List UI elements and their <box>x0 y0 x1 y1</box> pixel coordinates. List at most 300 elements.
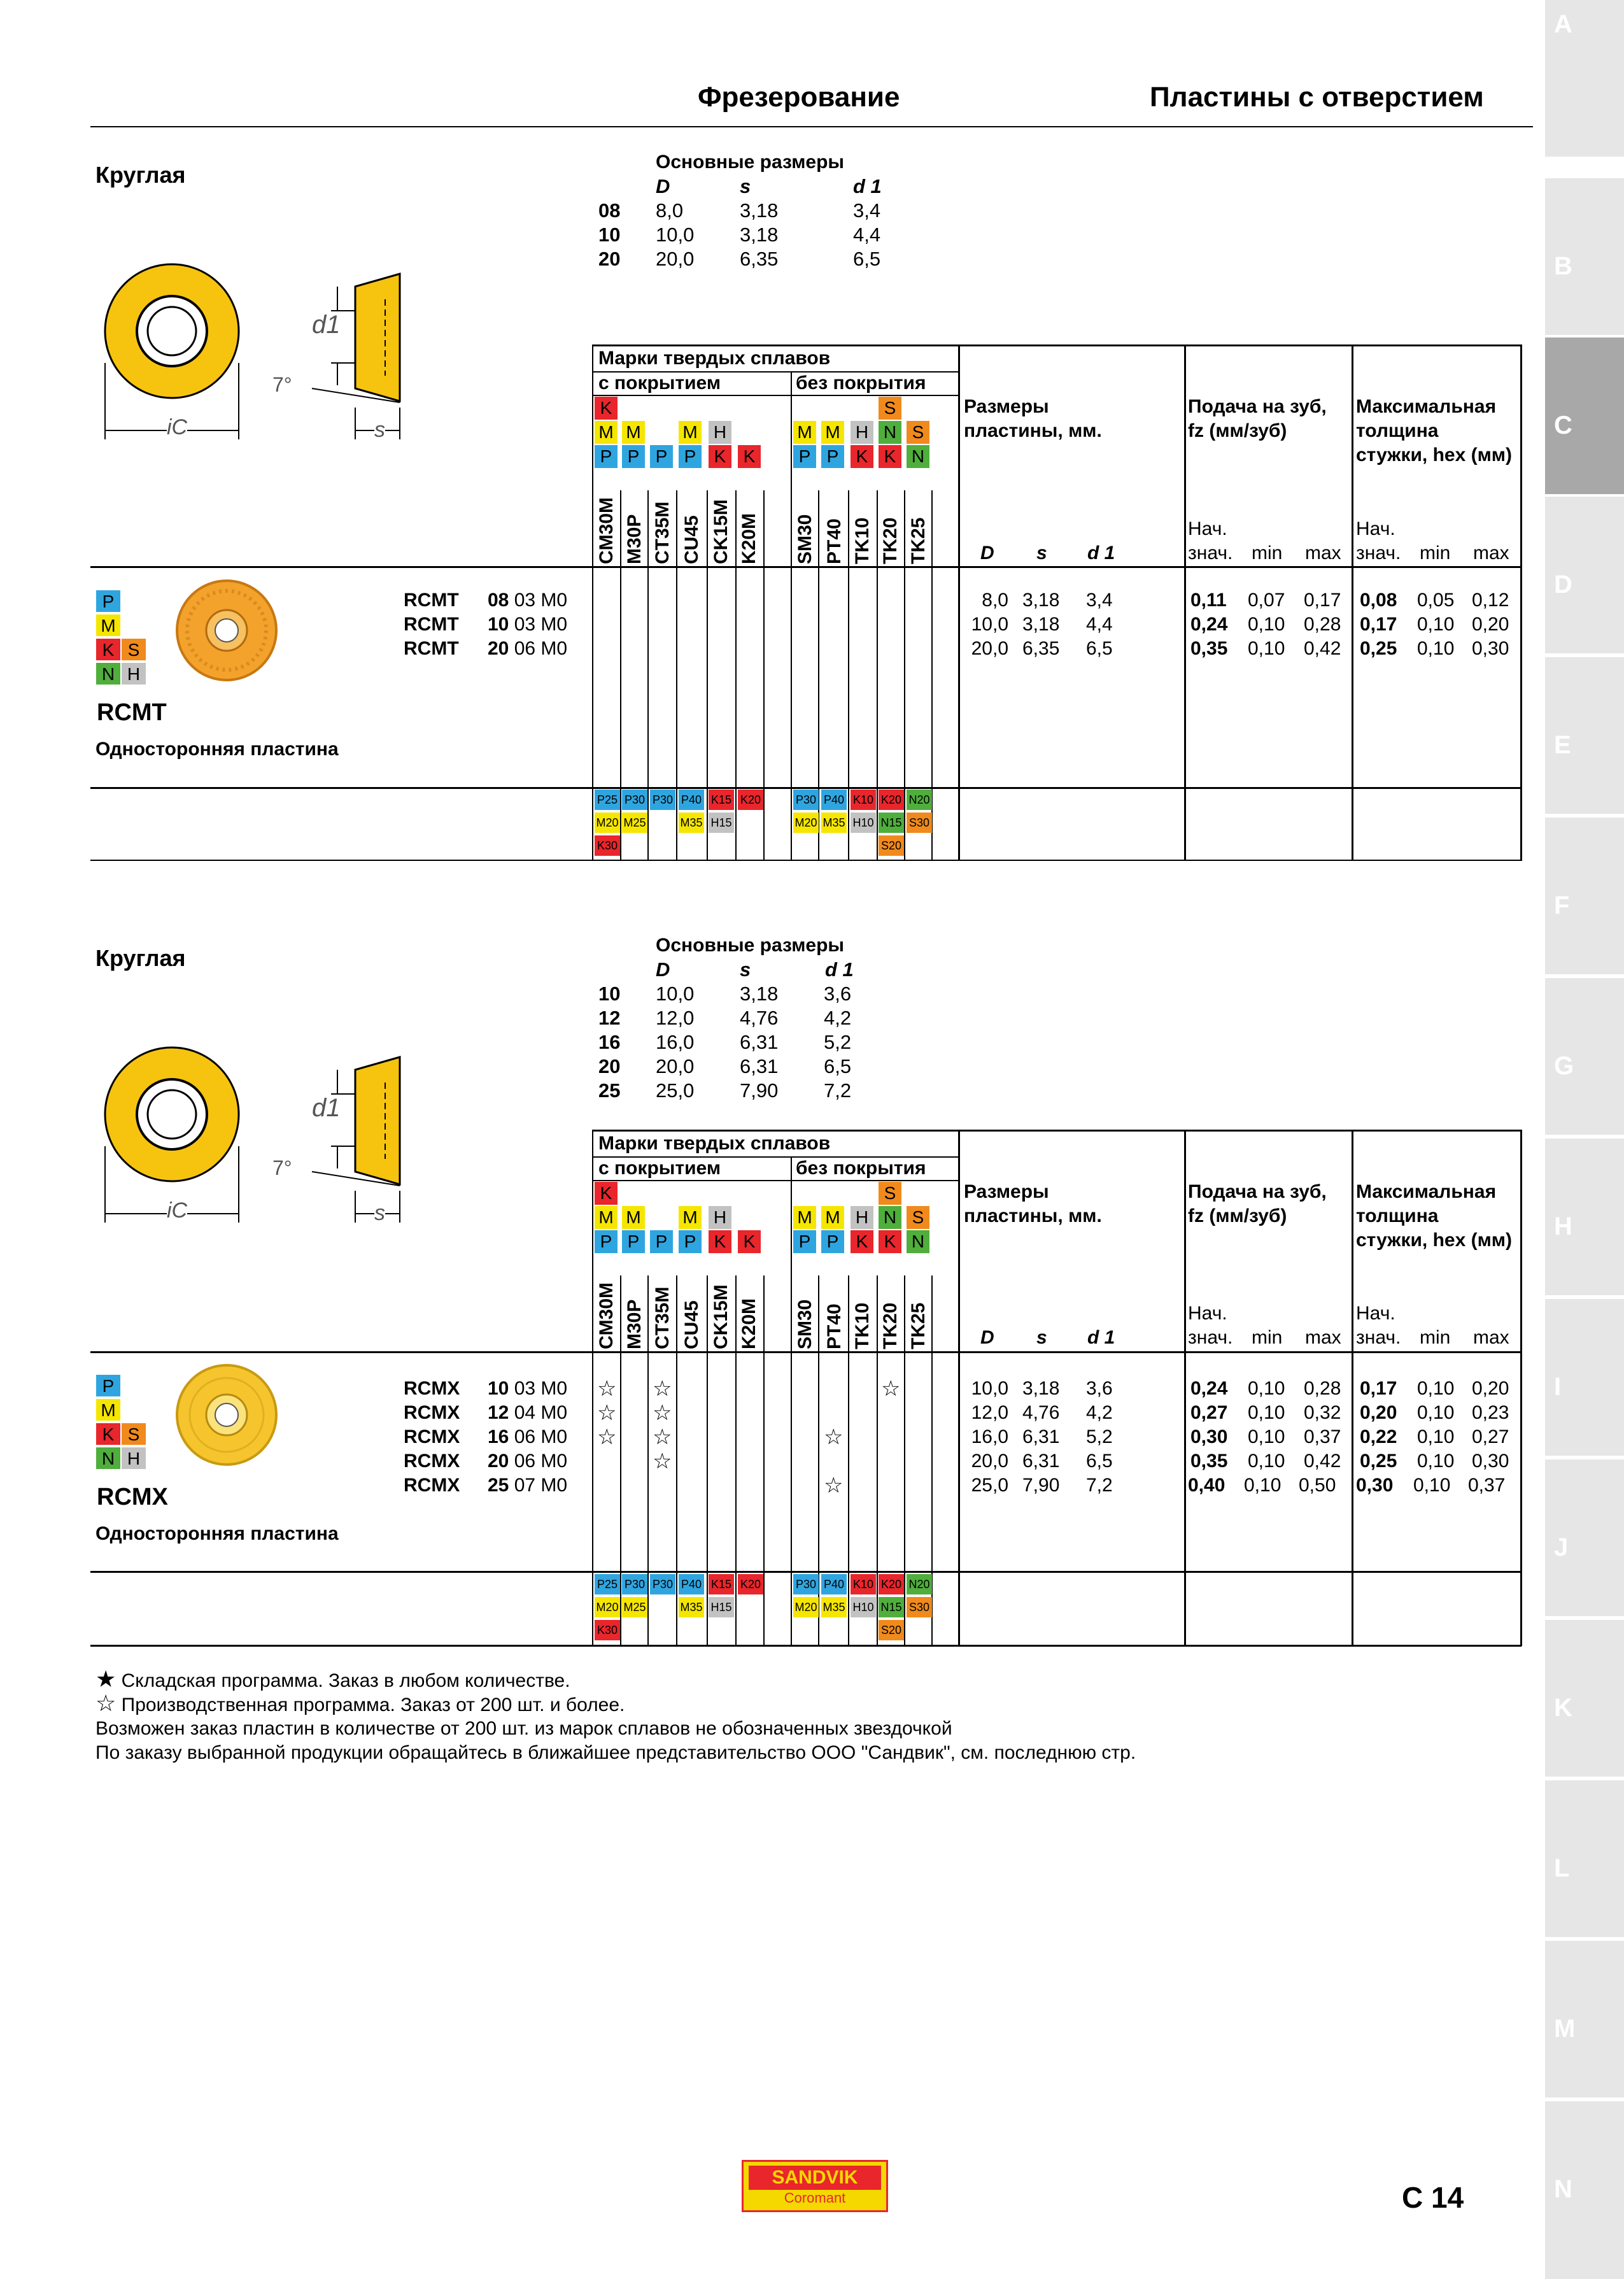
app-cell: P30 <box>793 1574 819 1594</box>
hex-start: 0,25 <box>1360 1451 1397 1472</box>
iso-m: M <box>622 1206 645 1229</box>
app-cell: K20 <box>879 790 904 810</box>
product-code[interactable]: RCMX <box>404 1426 460 1447</box>
col-s: s <box>1036 543 1047 564</box>
dims-d1: 6,5 <box>853 248 881 270</box>
tab-label: H <box>1554 1212 1572 1240</box>
col-d1: d 1 <box>1087 1327 1115 1348</box>
product-size: 20 <box>488 638 509 659</box>
iso-p: P <box>622 1230 645 1253</box>
table-rule <box>90 1645 1522 1647</box>
feed-start: 0,24 <box>1190 614 1228 635</box>
col-min: min <box>1252 1327 1283 1348</box>
insert-name: RCMX <box>97 1484 168 1510</box>
product-code[interactable]: RCMT <box>404 590 459 611</box>
app-cell: M25 <box>622 1597 647 1617</box>
product-suffix: 03 M0 <box>514 614 568 635</box>
grade-tk25: TK25 <box>908 517 929 564</box>
star-production-icon: ☆ <box>95 1690 117 1716</box>
dims-head-d1: d 1 <box>853 175 882 197</box>
feed-start: 0,35 <box>1190 1451 1228 1472</box>
iso-n: N <box>95 1447 121 1470</box>
table-rule <box>90 1571 1522 1573</box>
grade-ct35m: CT35M <box>652 1286 673 1349</box>
product-suffix: 03 M0 <box>514 590 568 611</box>
size-s: 3,18 <box>1022 590 1060 611</box>
sizes-header: Размеры пластины, мм. <box>964 396 1102 441</box>
feed-min: 0,07 <box>1248 590 1285 611</box>
size-d1: 3,4 <box>1086 590 1113 611</box>
iso-k: K <box>709 1230 731 1253</box>
tab-c[interactable] <box>1545 337 1624 494</box>
table-rule <box>791 1156 792 1646</box>
app-cell: P30 <box>622 790 647 810</box>
uncoated-label: без покрытия <box>796 1158 926 1179</box>
table-rule <box>592 344 593 861</box>
iso-s: S <box>121 1423 146 1445</box>
iso-p: P <box>95 590 121 613</box>
star-production-icon: ☆ <box>881 1377 901 1401</box>
iso-m: M <box>95 1398 121 1421</box>
feed-start: 0,11 <box>1190 590 1227 611</box>
app-cell: P40 <box>679 790 704 810</box>
size-s: 6,31 <box>1022 1451 1060 1472</box>
sandvik-logo <box>742 2160 888 2212</box>
feed-max: 0,50 <box>1299 1475 1336 1496</box>
table-rule <box>90 860 1522 861</box>
dims-size: 16 <box>598 1031 621 1053</box>
product-suffix: 07 M0 <box>514 1475 568 1496</box>
app-cell: S20 <box>879 835 904 856</box>
col-d1: d 1 <box>1087 543 1115 564</box>
iso-p: P <box>650 445 673 468</box>
feed-min: 0,10 <box>1248 1378 1285 1399</box>
app-cell: P40 <box>679 1574 704 1594</box>
tab-m[interactable] <box>1545 1941 1624 2098</box>
app-cell: P30 <box>793 790 819 810</box>
product-suffix: 06 M0 <box>514 1451 568 1472</box>
product-code[interactable]: RCMX <box>404 1475 460 1496</box>
hex-start: 0,25 <box>1360 638 1397 659</box>
app-cell: M20 <box>793 1597 819 1617</box>
tab-b[interactable] <box>1545 178 1624 335</box>
tab-label: N <box>1554 2175 1572 2203</box>
grade-pt40: PT40 <box>824 518 845 564</box>
app-cell: M20 <box>793 813 819 833</box>
coated-label: с покрытием <box>598 1158 721 1179</box>
product-size: 25 <box>488 1475 509 1496</box>
tab-d[interactable] <box>1545 497 1624 653</box>
size-s: 3,18 <box>1022 614 1060 635</box>
table-rule <box>958 1130 960 1646</box>
tab-k[interactable] <box>1545 1620 1624 1777</box>
col-max: max <box>1305 1327 1341 1348</box>
tab-label: B <box>1554 252 1572 280</box>
legend-production <box>95 1691 625 1717</box>
hex-min: 0,10 <box>1417 1451 1455 1472</box>
dims-d1: 4,4 <box>853 224 881 246</box>
size-d: 20,0 <box>971 1451 1008 1472</box>
feed-start: 0,35 <box>1190 638 1228 659</box>
app-cell: P30 <box>650 790 675 810</box>
app-cell: K30 <box>595 835 620 856</box>
app-cell: H10 <box>851 813 876 833</box>
size-d: 20,0 <box>971 638 1008 659</box>
app-cell: P40 <box>821 790 847 810</box>
product-code[interactable]: RCMX <box>404 1402 460 1423</box>
star-production-icon: ☆ <box>597 1401 617 1425</box>
legend-note: Возможен заказ пластин в количестве от 200 шт. из марок сплавов не обозначенных звездочкой <box>95 1718 952 1739</box>
app-cell: K20 <box>879 1574 904 1594</box>
iso-s: S <box>907 421 929 444</box>
col-s: s <box>1036 1327 1047 1348</box>
grade-m30p: M30P <box>624 1299 645 1349</box>
grade-ct35m: CT35M <box>652 501 673 564</box>
grade-cu45: CU45 <box>681 515 702 564</box>
app-cell: N20 <box>907 1574 932 1594</box>
size-s: 6,35 <box>1022 638 1060 659</box>
product-suffix: 03 M0 <box>514 1378 568 1399</box>
header-rule <box>90 126 1533 127</box>
dims-size: 12 <box>598 1007 621 1029</box>
dims-d: 8,0 <box>656 199 684 222</box>
iso-k: K <box>851 1230 873 1253</box>
feed-max: 0,42 <box>1304 1451 1341 1472</box>
grade-cm30m: CM30M <box>596 1282 617 1349</box>
hex-min: 0,10 <box>1417 614 1455 635</box>
size-d1: 6,5 <box>1086 1451 1113 1472</box>
feed-min: 0,10 <box>1248 1402 1285 1423</box>
star-production-icon: ☆ <box>653 1425 672 1449</box>
table-rule <box>1520 344 1522 861</box>
app-cell: S30 <box>907 1597 932 1617</box>
star-production-icon: ☆ <box>653 1377 672 1401</box>
iso-p: P <box>821 445 844 468</box>
app-cell: P30 <box>650 1574 675 1594</box>
dims-d1: 7,2 <box>824 1079 852 1102</box>
iso-p: P <box>793 1230 816 1253</box>
star-production-icon: ☆ <box>653 1449 672 1473</box>
iso-h: H <box>851 1206 873 1229</box>
iso-p: P <box>595 445 618 468</box>
iso-k: K <box>709 445 731 468</box>
dims-size: 10 <box>598 224 621 246</box>
feed-min: 0,10 <box>1248 614 1285 635</box>
dims-d: 25,0 <box>656 1079 695 1102</box>
grade-cm30m: CM30M <box>596 497 617 564</box>
table-rule <box>958 344 960 861</box>
coated-label: с покрытием <box>598 373 721 394</box>
size-d: 16,0 <box>971 1426 1008 1447</box>
app-cell: P40 <box>821 1574 847 1594</box>
hex-min: 0,05 <box>1417 590 1455 611</box>
iso-k: K <box>879 1230 901 1253</box>
iso-h: H <box>709 421 731 444</box>
tab-label: E <box>1554 731 1571 759</box>
hex-max: 0,30 <box>1472 1451 1509 1472</box>
table-rule <box>707 490 708 861</box>
dims-size: 25 <box>598 1079 621 1102</box>
insert-name: RCMT <box>97 699 167 726</box>
grade-k20m: K20M <box>738 513 759 564</box>
feed-max: 0,28 <box>1304 1378 1341 1399</box>
app-cell: K15 <box>709 1574 734 1594</box>
table-rule <box>791 371 792 861</box>
app-cell: P30 <box>622 1574 647 1594</box>
shape-title: Круглая <box>95 945 186 971</box>
uncoated-label: без покрытия <box>796 373 926 394</box>
app-cell: K10 <box>851 790 876 810</box>
feed-min: 0,10 <box>1248 1426 1285 1447</box>
size-d1: 7,2 <box>1086 1475 1113 1496</box>
col-max: max <box>1305 543 1341 564</box>
dims-d: 16,0 <box>656 1031 695 1053</box>
ic-label: iC <box>167 415 188 439</box>
grade-sm30: SM30 <box>794 1299 816 1349</box>
iso-k: K <box>95 1423 121 1445</box>
dims-d1: 3,6 <box>824 983 852 1005</box>
grade-tk10: TK10 <box>852 517 873 564</box>
iso-p: P <box>679 445 702 468</box>
tab-label: F <box>1554 891 1570 919</box>
grade-ck15m: CK15M <box>710 499 731 564</box>
col-start: Нач. знач. <box>1188 1303 1233 1348</box>
iso-m: M <box>679 421 702 444</box>
app-cell: K15 <box>709 790 734 810</box>
iso-s: S <box>879 397 901 420</box>
product-size: 10 <box>488 1378 509 1399</box>
product-size: 16 <box>488 1426 509 1447</box>
feed-max: 0,37 <box>1304 1426 1341 1447</box>
app-cell: K30 <box>595 1620 620 1640</box>
dims-head-d: D <box>656 958 670 981</box>
hex-min: 0,10 <box>1417 1378 1455 1399</box>
table-rule <box>90 787 1522 789</box>
product-code[interactable]: RCMX <box>404 1378 460 1399</box>
app-cell: K20 <box>738 1574 763 1594</box>
tab-label: K <box>1554 1694 1572 1722</box>
product-suffix: 04 M0 <box>514 1402 568 1423</box>
tab-label: L <box>1554 1854 1570 1882</box>
feed-header: Подача на зуб, fz (мм/зуб) <box>1188 1181 1327 1226</box>
hex-start: 0,22 <box>1360 1426 1397 1447</box>
col-max: max <box>1473 543 1509 564</box>
legend-stock-text: Складская программа. Заказ в любом количестве. <box>121 1670 570 1691</box>
table-rule <box>90 566 1522 568</box>
feed-max: 0,28 <box>1304 614 1341 635</box>
grade-tk10: TK10 <box>852 1302 873 1349</box>
iso-h: H <box>709 1206 731 1229</box>
dims-head-d1: d 1 <box>825 958 854 981</box>
size-d: 10,0 <box>971 614 1008 635</box>
product-suffix: 06 M0 <box>514 638 568 659</box>
size-d1: 6,5 <box>1086 638 1113 659</box>
tab-label: C <box>1554 411 1572 439</box>
app-cell: P25 <box>595 790 620 810</box>
size-d: 12,0 <box>971 1402 1008 1423</box>
star-production-icon: ☆ <box>824 1425 844 1449</box>
col-min: min <box>1420 1327 1451 1348</box>
insert-image <box>173 1361 281 1470</box>
size-s: 6,31 <box>1022 1426 1060 1447</box>
dims-s: 3,18 <box>740 224 779 246</box>
dims-size: 08 <box>598 199 621 222</box>
grade-tk25: TK25 <box>908 1302 929 1349</box>
app-cell: M35 <box>821 1597 847 1617</box>
app-cell: P25 <box>595 1574 620 1594</box>
iso-m: M <box>622 421 645 444</box>
table-rule <box>90 1351 1522 1353</box>
app-cell: H15 <box>709 813 734 833</box>
feed-max: 0,42 <box>1304 638 1341 659</box>
iso-k: K <box>879 445 901 468</box>
tab-a[interactable] <box>1545 0 1624 157</box>
size-d1: 3,6 <box>1086 1378 1113 1399</box>
iso-n: N <box>907 1230 929 1253</box>
hex-min: 0,10 <box>1413 1475 1451 1496</box>
product-size: 08 <box>488 590 509 611</box>
iso-n: N <box>95 662 121 685</box>
iso-h: H <box>851 421 873 444</box>
iso-m: M <box>95 614 121 637</box>
hex-max: 0,20 <box>1472 614 1509 635</box>
star-production-icon: ☆ <box>597 1377 617 1401</box>
table-rule <box>1184 1130 1186 1646</box>
dims-d: 12,0 <box>656 1007 695 1029</box>
product-code[interactable]: RCMT <box>404 614 459 635</box>
insert-image <box>173 577 281 685</box>
iso-n: N <box>907 445 929 468</box>
size-s: 7,90 <box>1022 1475 1060 1496</box>
dims-s: 6,35 <box>740 248 779 270</box>
insert-drawing <box>95 1038 452 1235</box>
tab-h[interactable] <box>1545 1139 1624 1295</box>
dims-d: 10,0 <box>656 983 695 1005</box>
legend-contact: По заказу выбранной продукции обращайтесь в ближайшее представительство ООО "Сандвик", см. последнюю стр. <box>95 1742 1136 1763</box>
col-d: D <box>980 543 994 564</box>
iso-p: P <box>622 445 645 468</box>
feed-header: Подача на зуб, fz (мм/зуб) <box>1188 396 1327 441</box>
tab-label: M <box>1554 2015 1576 2043</box>
dims-s: 3,18 <box>740 983 779 1005</box>
app-cell: K10 <box>851 1574 876 1594</box>
app-cell: N15 <box>879 813 904 833</box>
angle-label: 7° <box>272 1156 292 1179</box>
size-d1: 5,2 <box>1086 1426 1113 1447</box>
grades-title: Марки твердых сплавов <box>598 1133 831 1154</box>
tab-f[interactable] <box>1545 818 1624 974</box>
dims-s: 4,76 <box>740 1007 779 1029</box>
dims-d1: 3,4 <box>853 199 881 222</box>
s-label: s <box>374 418 385 442</box>
tab-label: G <box>1554 1052 1574 1080</box>
tab-l[interactable] <box>1545 1780 1624 1937</box>
page-title: Пластины с отверстием <box>1150 82 1484 113</box>
tab-i[interactable] <box>1545 1299 1624 1456</box>
app-cell: M35 <box>821 813 847 833</box>
product-code[interactable]: RCMX <box>404 1451 460 1472</box>
tab-label: I <box>1554 1373 1562 1401</box>
dims-d1: 4,2 <box>824 1007 852 1029</box>
dims-s: 3,18 <box>740 199 779 222</box>
logo-sub: Coromant <box>784 2190 846 2206</box>
product-size: 10 <box>488 614 509 635</box>
dims-head-d: D <box>656 175 670 197</box>
dims-s: 6,31 <box>740 1055 779 1077</box>
page-number: C 14 <box>1402 2181 1464 2214</box>
iso-s: S <box>907 1206 929 1229</box>
dims-d1: 6,5 <box>824 1055 852 1077</box>
feed-max: 0,17 <box>1304 590 1341 611</box>
hex-max: 0,37 <box>1468 1475 1506 1496</box>
dims-size: 20 <box>598 1055 621 1077</box>
ic-label: iC <box>167 1198 188 1223</box>
legend-production-text: Производственная программа. Заказ от 200 шт. и более. <box>121 1694 625 1715</box>
dims-title: Основные размеры <box>656 152 845 173</box>
hex-min: 0,10 <box>1417 1426 1455 1447</box>
product-code[interactable]: RCMT <box>404 638 459 659</box>
iso-s: S <box>121 638 146 661</box>
shape-title: Круглая <box>95 162 186 188</box>
dims-head-s: s <box>740 175 751 197</box>
grade-pt40: PT40 <box>824 1303 845 1349</box>
feed-max: 0,32 <box>1304 1402 1341 1423</box>
d1-label: d1 <box>312 311 341 339</box>
dims-d: 10,0 <box>656 224 695 246</box>
grade-tk20: TK20 <box>880 517 901 564</box>
sizes-header: Размеры пластины, мм. <box>964 1181 1102 1226</box>
s-label: s <box>374 1201 385 1225</box>
grade-m30p: M30P <box>624 514 645 564</box>
iso-m: M <box>679 1206 702 1229</box>
iso-p: P <box>95 1374 121 1397</box>
size-s: 3,18 <box>1022 1378 1060 1399</box>
app-cell: N20 <box>907 790 932 810</box>
hex-header: Максимальная толщина стужки, hex (мм) <box>1356 396 1512 465</box>
insert-subtitle: Односторонняя пластина <box>95 739 339 760</box>
hex-header: Максимальная толщина стужки, hex (мм) <box>1356 1181 1512 1251</box>
app-cell: S30 <box>907 813 932 833</box>
star-production-icon: ☆ <box>653 1401 672 1425</box>
dims-s: 7,90 <box>740 1079 779 1102</box>
tab-n[interactable] <box>1545 2101 1624 2279</box>
iso-m: M <box>821 1206 844 1229</box>
iso-p: P <box>821 1230 844 1253</box>
iso-m: M <box>595 421 618 444</box>
tab-g[interactable] <box>1545 978 1624 1135</box>
col-start: Нач. знач. <box>1188 518 1233 564</box>
dims-d1: 5,2 <box>824 1031 852 1053</box>
iso-h: H <box>121 662 146 685</box>
col-max: max <box>1473 1327 1509 1348</box>
tab-j[interactable] <box>1545 1459 1624 1616</box>
legend-stock <box>95 1667 570 1693</box>
tab-e[interactable] <box>1545 657 1624 814</box>
size-d: 25,0 <box>971 1475 1008 1496</box>
table-rule <box>1352 344 1353 861</box>
app-cell: M20 <box>595 1597 620 1617</box>
iso-m: M <box>821 421 844 444</box>
dims-size: 20 <box>598 248 621 270</box>
grade-ck15m: CK15M <box>710 1284 731 1349</box>
grade-tk20: TK20 <box>880 1302 901 1349</box>
col-d: D <box>980 1327 994 1348</box>
app-cell: N15 <box>879 1597 904 1617</box>
feed-min: 0,10 <box>1248 1451 1285 1472</box>
iso-k: K <box>595 397 618 420</box>
hex-max: 0,20 <box>1472 1378 1509 1399</box>
table-rule <box>1184 344 1186 861</box>
